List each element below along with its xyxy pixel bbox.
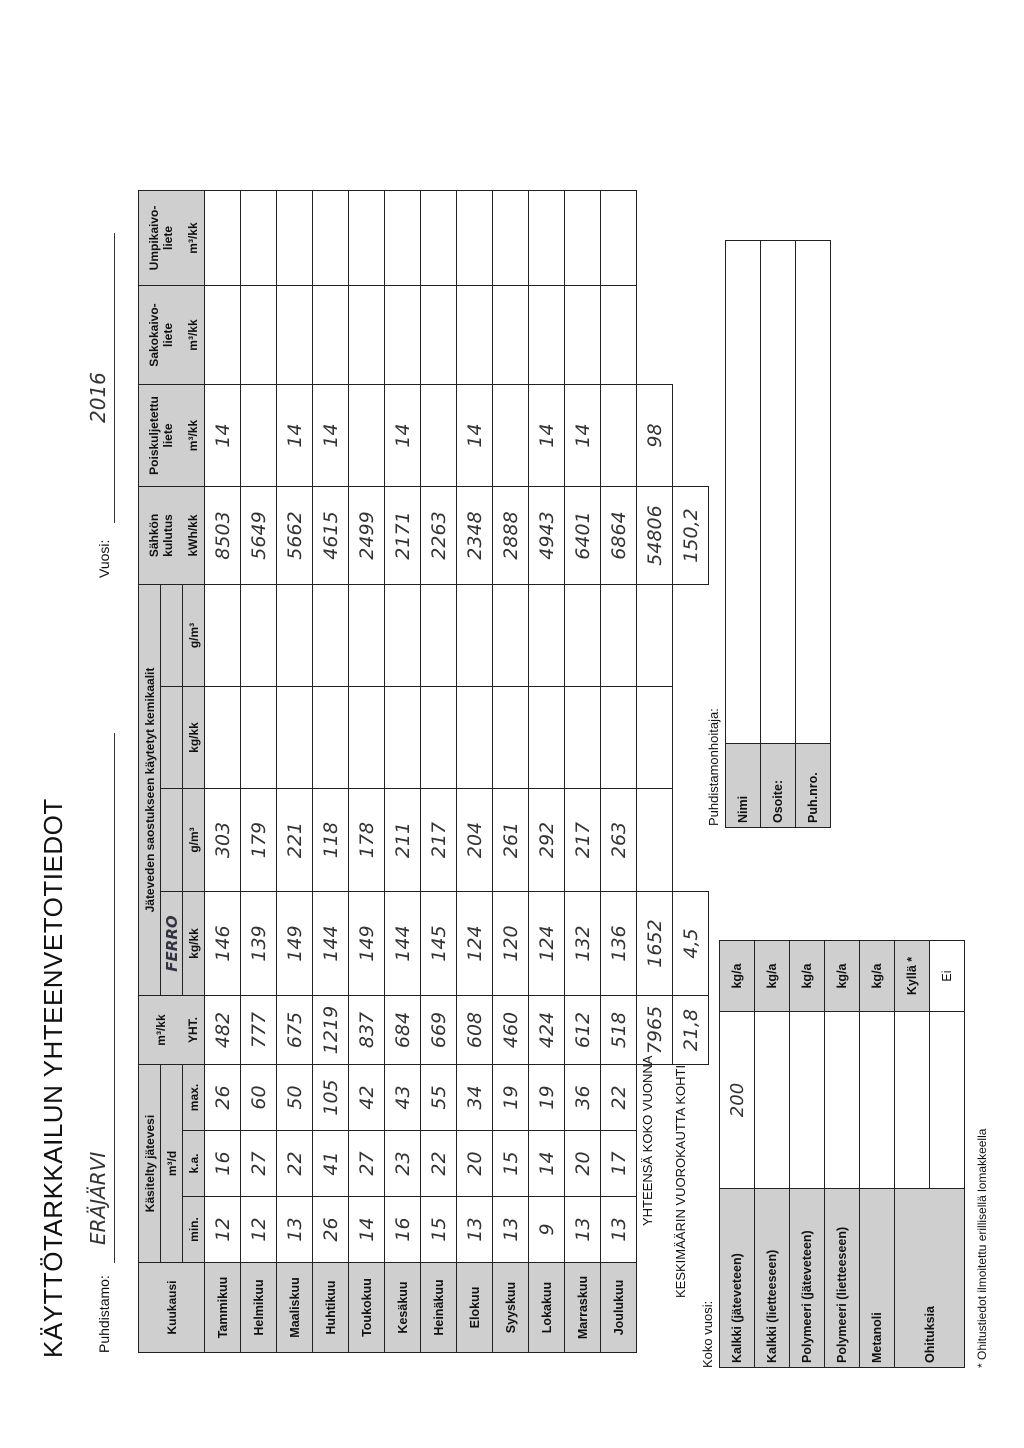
cell-sako[interactable] [565, 286, 601, 385]
cell-pois[interactable]: 14 [277, 385, 313, 487]
month-label: Lokakuu [529, 1263, 565, 1353]
header-sahko-line1: Sähkön [146, 513, 161, 558]
cell-kg[interactable]: 149 [277, 892, 313, 996]
cell-umpi[interactable] [205, 191, 241, 286]
cell-g2[interactable] [565, 585, 601, 687]
avg-kg[interactable]: 4,5 [673, 892, 709, 996]
puhdistamo-label: Puhdistamo: [96, 1275, 112, 1353]
cell-kwh[interactable]: 6401 [565, 487, 601, 585]
cell-max[interactable]: 60 [241, 1065, 277, 1131]
ohitus-yes-label: Kyllä * [895, 941, 930, 1012]
cell-g2[interactable] [385, 585, 421, 687]
cell-g[interactable]: 179 [241, 789, 277, 892]
header-kuukausi: Kuukausi [139, 1263, 205, 1353]
cell-umpi[interactable] [601, 191, 637, 286]
cell-sako[interactable] [277, 286, 313, 385]
cell-g[interactable]: 221 [277, 789, 313, 892]
cell-min[interactable]: 16 [385, 1197, 421, 1263]
cell-kwh[interactable]: 8503 [205, 487, 241, 585]
table-row [457, 191, 493, 1353]
cell-kwh[interactable]: 2888 [493, 487, 529, 585]
koko-row-value[interactable] [755, 1012, 790, 1189]
koko-row [720, 941, 755, 1368]
header-umpikaivo [139, 191, 183, 286]
cell-kg[interactable]: 124 [457, 892, 493, 996]
cell-kwh[interactable]: 2263 [421, 487, 457, 585]
koko-row-unit: kg/a [755, 941, 790, 1012]
header-chem-blank [161, 789, 183, 892]
koko-vuosi-body [720, 941, 895, 1368]
avg-empty-2 [673, 191, 709, 487]
header-m3d: m³/d [161, 1065, 183, 1263]
table-row [241, 191, 277, 1353]
header-umpi-unit: m³/kk [183, 191, 205, 286]
koko-row-label: Polymeeri (jäteveteen) [790, 1189, 825, 1368]
cell-min[interactable]: 9 [529, 1197, 565, 1263]
cell-yht[interactable]: 837 [349, 996, 385, 1065]
puhdistamo-value: ERÄJÄRVI [86, 1151, 110, 1245]
cell-yht[interactable]: 482 [205, 996, 241, 1065]
header-pois-unit: m³/kk [183, 385, 205, 487]
cell-kg2[interactable] [241, 687, 277, 789]
vuosi-field[interactable] [86, 233, 115, 523]
cell-sako[interactable] [493, 286, 529, 385]
cell-kwh[interactable]: 6864 [601, 487, 637, 585]
cell-ka[interactable]: 17 [601, 1131, 637, 1197]
cell-kg2[interactable] [313, 687, 349, 789]
cell-kg[interactable]: 149 [349, 892, 385, 996]
avg-yht[interactable]: 21,8 [673, 996, 709, 1065]
cell-kg2[interactable] [277, 687, 313, 789]
koko-row-label: Kalkki (jäteveteen) [720, 1189, 755, 1368]
header-pois-line2: liete [160, 423, 175, 448]
koko-row-label: Metanoli [860, 1189, 895, 1368]
cell-max[interactable]: 55 [421, 1065, 457, 1131]
month-label: Elokuu [457, 1263, 493, 1353]
puhdistamonhoitaja-table [725, 240, 831, 828]
koko-row [825, 941, 860, 1368]
cell-pois[interactable]: 14 [565, 385, 601, 487]
cell-yht[interactable]: 518 [601, 996, 637, 1065]
header-umpi-line2: liete [160, 226, 175, 251]
cell-sako[interactable] [457, 286, 493, 385]
total-kg[interactable]: 1652 [637, 892, 673, 996]
cell-kwh[interactable]: 2499 [349, 487, 385, 585]
koko-row-value[interactable] [825, 1012, 860, 1189]
cell-min[interactable]: 13 [277, 1197, 313, 1263]
cell-kg2[interactable] [529, 687, 565, 789]
cell-kwh[interactable]: 4943 [529, 487, 565, 585]
month-label: Maaliskuu [277, 1263, 313, 1353]
header-ka: k.a. [183, 1131, 205, 1197]
header-chem-blank-2 [161, 687, 183, 789]
cell-ka[interactable]: 20 [565, 1131, 601, 1197]
cell-kg2[interactable] [493, 687, 529, 789]
table-row [349, 191, 385, 1353]
month-label: Syyskuu [493, 1263, 529, 1353]
cell-g[interactable]: 217 [421, 789, 457, 892]
table-row [421, 191, 457, 1353]
table-body [205, 191, 637, 1353]
cell-umpi[interactable] [421, 191, 457, 286]
cell-kg2[interactable] [421, 687, 457, 789]
cell-ka[interactable]: 15 [493, 1131, 529, 1197]
koko-row-value[interactable] [790, 1012, 825, 1189]
cell-yht[interactable]: 675 [277, 996, 313, 1065]
cell-sako[interactable] [349, 286, 385, 385]
cell-min[interactable]: 13 [601, 1197, 637, 1263]
cell-ka[interactable]: 22 [421, 1131, 457, 1197]
cell-ka[interactable]: 27 [241, 1131, 277, 1197]
cell-pois[interactable]: 14 [313, 385, 349, 487]
cell-umpi[interactable] [349, 191, 385, 286]
cell-g2[interactable] [601, 585, 637, 687]
header-kwh: kWh/kk [183, 487, 205, 585]
osoite-field[interactable] [761, 241, 796, 744]
koko-row-unit: kg/a [860, 941, 895, 1012]
cell-max[interactable]: 105 [313, 1065, 349, 1131]
nimi-label: Nimi [726, 744, 761, 828]
cell-g2[interactable] [205, 585, 241, 687]
puh-field[interactable] [796, 241, 831, 744]
cell-kg[interactable]: 146 [205, 892, 241, 996]
puh-label: Puh.nro. [796, 744, 831, 828]
table-row [205, 191, 241, 1353]
month-label: Helmikuu [241, 1263, 277, 1353]
cell-g2[interactable] [421, 585, 457, 687]
header-sahko [139, 487, 183, 585]
cell-g2[interactable] [241, 585, 277, 687]
cell-kg2[interactable] [601, 687, 637, 789]
cell-g2[interactable] [457, 585, 493, 687]
cell-pois[interactable] [493, 385, 529, 487]
header-poiskuljetettu [139, 385, 183, 487]
cell-min[interactable]: 12 [205, 1197, 241, 1263]
cell-kg[interactable]: 124 [529, 892, 565, 996]
cell-max[interactable]: 22 [601, 1065, 637, 1131]
koko-row-unit: kg/a [790, 941, 825, 1012]
cell-kg[interactable]: 139 [241, 892, 277, 996]
koko-row [755, 941, 790, 1368]
koko-row-label: Kalkki (lietteeseen) [755, 1189, 790, 1368]
cell-ka[interactable]: 20 [457, 1131, 493, 1197]
header-umpi-line1: Umpikaivo- [146, 205, 161, 271]
cell-min[interactable]: 14 [349, 1197, 385, 1263]
header-sako-line2: liete [160, 323, 175, 348]
table-row [385, 191, 421, 1353]
month-label: Heinäkuu [421, 1263, 457, 1353]
total-kg2[interactable] [637, 687, 673, 789]
koko-vuosi-table [719, 940, 965, 1368]
cell-g2[interactable] [493, 585, 529, 687]
cell-max[interactable]: 34 [457, 1065, 493, 1131]
puhdistamonhoitaja-label: Puhdistamonhoitaja: [706, 708, 721, 826]
koko-row-unit: kg/a [825, 941, 860, 1012]
table-row [493, 191, 529, 1353]
avg-kwh[interactable]: 150,2 [673, 487, 709, 585]
cell-kg[interactable]: 144 [313, 892, 349, 996]
cell-g[interactable]: 261 [493, 789, 529, 892]
cell-ka[interactable]: 41 [313, 1131, 349, 1197]
ohitus-label: Ohituksia [895, 1189, 965, 1368]
header-sako-line1: Sakokaivo- [146, 303, 161, 367]
table-row [601, 191, 637, 1353]
cell-yht[interactable]: 669 [421, 996, 457, 1065]
cell-umpi[interactable] [241, 191, 277, 286]
cell-yht[interactable]: 608 [457, 996, 493, 1065]
averages-label: KESKIMÄÄRIN VUOROKAUTTA KOHTI [673, 1064, 688, 1298]
header-sahko-line2: kulutus [160, 514, 175, 557]
totals-label: YHTEENSÄ KOKO VUONNA [640, 1055, 655, 1226]
header-kgkk-2: kg/kk [183, 687, 205, 789]
month-label: Marraskuu [565, 1263, 601, 1353]
cell-kg2[interactable] [349, 687, 385, 789]
cell-yht[interactable]: 612 [565, 996, 601, 1065]
koko-row-unit: kg/a [720, 941, 755, 1012]
header-chem-blank-3 [161, 585, 183, 687]
header-kemikaalit: Jäteveden saostukseen käytetyt kemikaalit [139, 585, 161, 996]
cell-pois[interactable]: 14 [205, 385, 241, 487]
total-kwh[interactable]: 54806 [637, 487, 673, 585]
cell-pois[interactable]: 14 [385, 385, 421, 487]
cell-g2[interactable] [349, 585, 385, 687]
cell-kg2[interactable] [565, 687, 601, 789]
cell-min[interactable]: 13 [493, 1197, 529, 1263]
vuosi-label: Vuosi: [96, 539, 112, 578]
cell-sako[interactable] [313, 286, 349, 385]
cell-yht[interactable]: 460 [493, 996, 529, 1065]
header-kgkk-1: kg/kk [183, 892, 205, 996]
cell-kwh[interactable]: 5649 [241, 487, 277, 585]
cell-kg[interactable]: 145 [421, 892, 457, 996]
cell-yht[interactable]: 424 [529, 996, 565, 1065]
cell-g[interactable]: 118 [313, 789, 349, 892]
cell-pois[interactable] [241, 385, 277, 487]
total-g2[interactable] [637, 585, 673, 687]
puhdistamo-field[interactable] [86, 733, 115, 1263]
ohitus-no-label: Ei [930, 941, 965, 1012]
summary-table [138, 190, 709, 1353]
header-sako-unit: m³/kk [183, 286, 205, 385]
cell-umpi[interactable] [565, 191, 601, 286]
cell-g[interactable]: 303 [205, 789, 241, 892]
header-chem-name: FERRO [161, 892, 183, 996]
cell-umpi[interactable] [493, 191, 529, 286]
header-gm3-1: g/m³ [183, 789, 205, 892]
header-m3kk: m³/kk [139, 996, 183, 1065]
cell-umpi[interactable] [457, 191, 493, 286]
cell-sako[interactable] [241, 286, 277, 385]
cell-yht[interactable]: 777 [241, 996, 277, 1065]
header-kasitelty: Käsitelty jätevesi [139, 1065, 161, 1263]
table-row [565, 191, 601, 1353]
cell-min[interactable]: 13 [565, 1197, 601, 1263]
cell-max[interactable]: 42 [349, 1065, 385, 1131]
cell-sako[interactable] [421, 286, 457, 385]
cell-g[interactable]: 292 [529, 789, 565, 892]
ohitus-footnote: * Ohitustiedot ilmoitettu erillisellä lomakkeella [975, 1128, 989, 1368]
koko-vuosi-label: Koko vuosi: [700, 1300, 715, 1368]
cell-min[interactable]: 12 [241, 1197, 277, 1263]
osoite-label: Osoite: [761, 744, 796, 828]
cell-kg2[interactable] [385, 687, 421, 789]
cell-g2[interactable] [529, 585, 565, 687]
cell-g[interactable]: 263 [601, 789, 637, 892]
header-max: max. [183, 1065, 205, 1131]
cell-max[interactable]: 19 [529, 1065, 565, 1131]
cell-sako[interactable] [385, 286, 421, 385]
koko-row-value[interactable] [860, 1012, 895, 1189]
cell-kwh[interactable]: 2348 [457, 487, 493, 585]
cell-kg2[interactable] [457, 687, 493, 789]
cell-max[interactable]: 19 [493, 1065, 529, 1131]
nimi-field[interactable] [726, 241, 761, 744]
cell-kg2[interactable] [205, 687, 241, 789]
cell-ka[interactable]: 22 [277, 1131, 313, 1197]
cell-g2[interactable] [277, 585, 313, 687]
month-label: Tammikuu [205, 1263, 241, 1353]
header-sakokaivo [139, 286, 183, 385]
koko-row [860, 941, 895, 1368]
koko-row [790, 941, 825, 1368]
cell-max[interactable]: 36 [565, 1065, 601, 1131]
totals-empty [637, 191, 673, 385]
cell-kg[interactable]: 120 [493, 892, 529, 996]
header-pois-line1: Poiskuljetettu [146, 396, 161, 475]
cell-g[interactable]: 217 [565, 789, 601, 892]
vuosi-value: 2016 [86, 372, 110, 423]
cell-kg[interactable]: 136 [601, 892, 637, 996]
cell-ka[interactable]: 23 [385, 1131, 421, 1197]
cell-min[interactable]: 15 [421, 1197, 457, 1263]
cell-g[interactable]: 178 [349, 789, 385, 892]
cell-kg[interactable]: 144 [385, 892, 421, 996]
cell-max[interactable]: 43 [385, 1065, 421, 1131]
table-row [529, 191, 565, 1353]
table-row [313, 191, 349, 1353]
month-label: Kesäkuu [385, 1263, 421, 1353]
cell-sako[interactable] [205, 286, 241, 385]
total-yht[interactable]: 7965 [637, 996, 673, 1065]
cell-pois[interactable] [601, 385, 637, 487]
cell-kg[interactable]: 132 [565, 892, 601, 996]
cell-sako[interactable] [601, 286, 637, 385]
cell-yht[interactable]: 684 [385, 996, 421, 1065]
cell-kwh[interactable]: 2171 [385, 487, 421, 585]
cell-umpi[interactable] [385, 191, 421, 286]
cell-max[interactable]: 26 [205, 1065, 241, 1131]
cell-umpi[interactable] [529, 191, 565, 286]
month-label: Huhtikuu [313, 1263, 349, 1353]
ohitus-row-yes [895, 941, 930, 1368]
header-min: min. [183, 1197, 205, 1263]
cell-yht[interactable]: 1219 [313, 996, 349, 1065]
cell-kwh[interactable]: 4615 [313, 487, 349, 585]
ohitus-no-box[interactable] [930, 1012, 965, 1189]
koko-row-value[interactable]: 200 [720, 1012, 755, 1189]
koko-row-label: Polymeeri (lietteeseen) [825, 1189, 860, 1368]
cell-pois[interactable] [349, 385, 385, 487]
cell-min[interactable]: 26 [313, 1197, 349, 1263]
cell-kwh[interactable]: 5662 [277, 487, 313, 585]
cell-g[interactable]: 204 [457, 789, 493, 892]
cell-pois[interactable]: 14 [529, 385, 565, 487]
cell-sako[interactable] [529, 286, 565, 385]
cell-umpi[interactable] [313, 191, 349, 286]
cell-g[interactable]: 211 [385, 789, 421, 892]
cell-min[interactable]: 13 [457, 1197, 493, 1263]
cell-ka[interactable]: 16 [205, 1131, 241, 1197]
cell-pois[interactable]: 14 [457, 385, 493, 487]
cell-pois[interactable] [421, 385, 457, 487]
cell-ka[interactable]: 27 [349, 1131, 385, 1197]
month-label: Joulukuu [601, 1263, 637, 1353]
header-yht: YHT. [183, 996, 205, 1065]
table-row [277, 191, 313, 1353]
total-pois[interactable]: 98 [637, 385, 673, 487]
cell-max[interactable]: 50 [277, 1065, 313, 1131]
page-title: KÄYTTÖTARKKAILUN YHTEENVETOTIEDOT [38, 798, 68, 1358]
avg-empty [673, 585, 709, 892]
month-label: Toukokuu [349, 1263, 385, 1353]
header-gm3-2: g/m³ [183, 585, 205, 687]
cell-ka[interactable]: 14 [529, 1131, 565, 1197]
total-g[interactable] [637, 789, 673, 892]
cell-umpi[interactable] [277, 191, 313, 286]
cell-g2[interactable] [313, 585, 349, 687]
ohitus-yes-box[interactable] [895, 1012, 930, 1189]
